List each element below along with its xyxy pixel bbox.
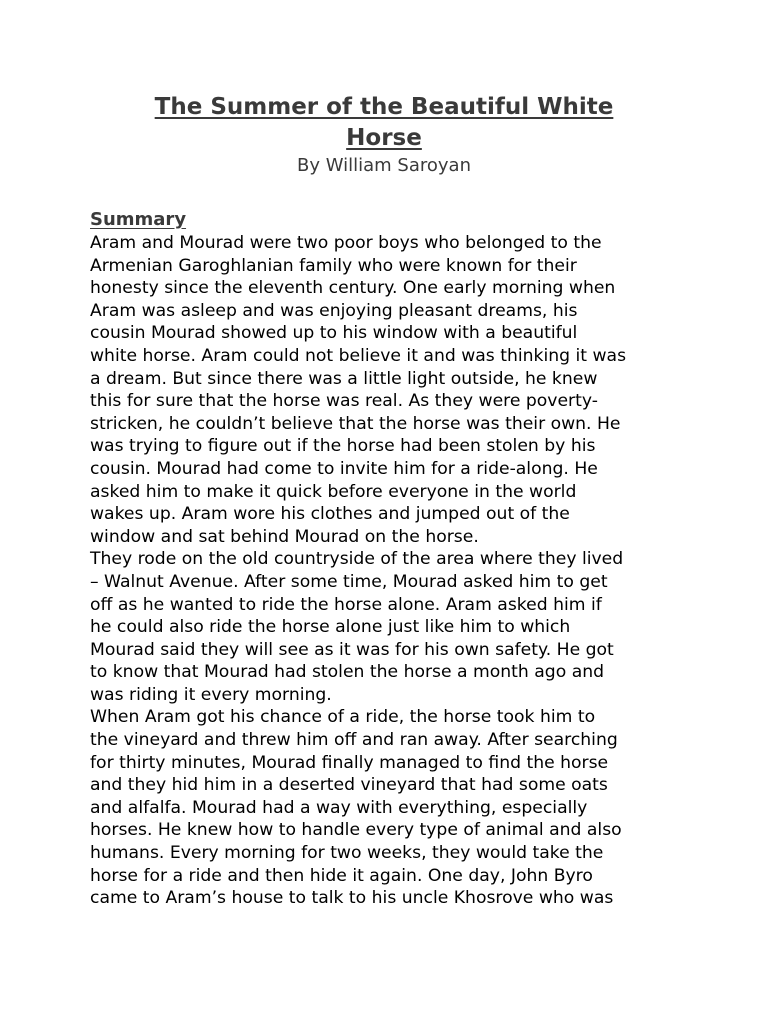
body-text-line: stricken, he couldn’t believe that the horse was their own. He bbox=[90, 413, 621, 434]
body-text-line: – Walnut Avenue. After some time, Mourad asked him to get bbox=[90, 571, 608, 592]
body-text-line: Mourad said they will see as it was for his own safety. He got bbox=[90, 639, 614, 660]
body-text-line: horses. He knew how to handle every type of animal and also bbox=[90, 820, 622, 841]
body-text-line: the vineyard and threw him off and ran away. After searching bbox=[90, 730, 618, 751]
body-text-line: horse for a ride and then hide it again. One day, John Byro bbox=[90, 865, 593, 886]
body-text-line: honesty since the eleventh century. One early morning when bbox=[90, 278, 616, 299]
body-text-line: for thirty minutes, Mourad finally managed to find the horse bbox=[90, 752, 609, 773]
body-text-line: a dream. But since there was a little light outside, he knew bbox=[90, 368, 598, 389]
body-text-line: and they hid him in a deserted vineyard that had some oats bbox=[90, 775, 608, 796]
body-text-line: and alfalfa. Mourad had a way with everything, especially bbox=[90, 797, 588, 818]
body-text-line: cousin. Mourad had come to invite him for a ride-along. He bbox=[90, 458, 598, 479]
body-text-line: came to Aram’s house to talk to his uncle Khosrove who was bbox=[90, 888, 614, 909]
body-text-line: off as he wanted to ride the horse alone. Aram asked him if bbox=[90, 594, 602, 615]
body-text-line: When Aram got his chance of a ride, the horse took him to bbox=[90, 707, 596, 728]
body-text-line: white horse. Aram could not believe it and was thinking it was bbox=[90, 345, 627, 366]
body-text-line: was riding it every morning. bbox=[90, 684, 332, 705]
section-heading-summary: Summary bbox=[90, 209, 187, 230]
body-text-line: humans. Every morning for two weeks, they would take the bbox=[90, 843, 604, 864]
body-text-line: was trying to figure out if the horse had been stolen by his bbox=[90, 436, 596, 457]
author-byline: By William Saroyan bbox=[297, 155, 471, 176]
body-text-line: Armenian Garoghlanian family who were known for their bbox=[90, 255, 577, 276]
body-text-line: window and sat behind Mourad on the horse. bbox=[90, 526, 479, 547]
body-text-line: Aram was asleep and was enjoying pleasant dreams, his bbox=[90, 300, 578, 321]
summary-body-text bbox=[90, 232, 690, 910]
body-text-line: wakes up. Aram wore his clothes and jumped out of the bbox=[90, 504, 570, 525]
body-text-line: this for sure that the horse was real. As they were poverty- bbox=[90, 391, 598, 412]
body-text-line: cousin Mourad showed up to his window with a beautiful bbox=[90, 323, 578, 344]
body-text-line: he could also ride the horse alone just like him to which bbox=[90, 617, 571, 638]
body-text-line: to know that Mourad had stolen the horse a month ago and bbox=[90, 662, 605, 683]
body-text-line: They rode on the old countryside of the area where they lived bbox=[90, 549, 624, 570]
body-text-line: Aram and Mourad were two poor boys who belonged to the bbox=[90, 233, 602, 253]
body-text-line: asked him to make it quick before everyone in the world bbox=[90, 481, 577, 502]
document-title: The Summer of the Beautiful White Horse bbox=[154, 94, 614, 151]
